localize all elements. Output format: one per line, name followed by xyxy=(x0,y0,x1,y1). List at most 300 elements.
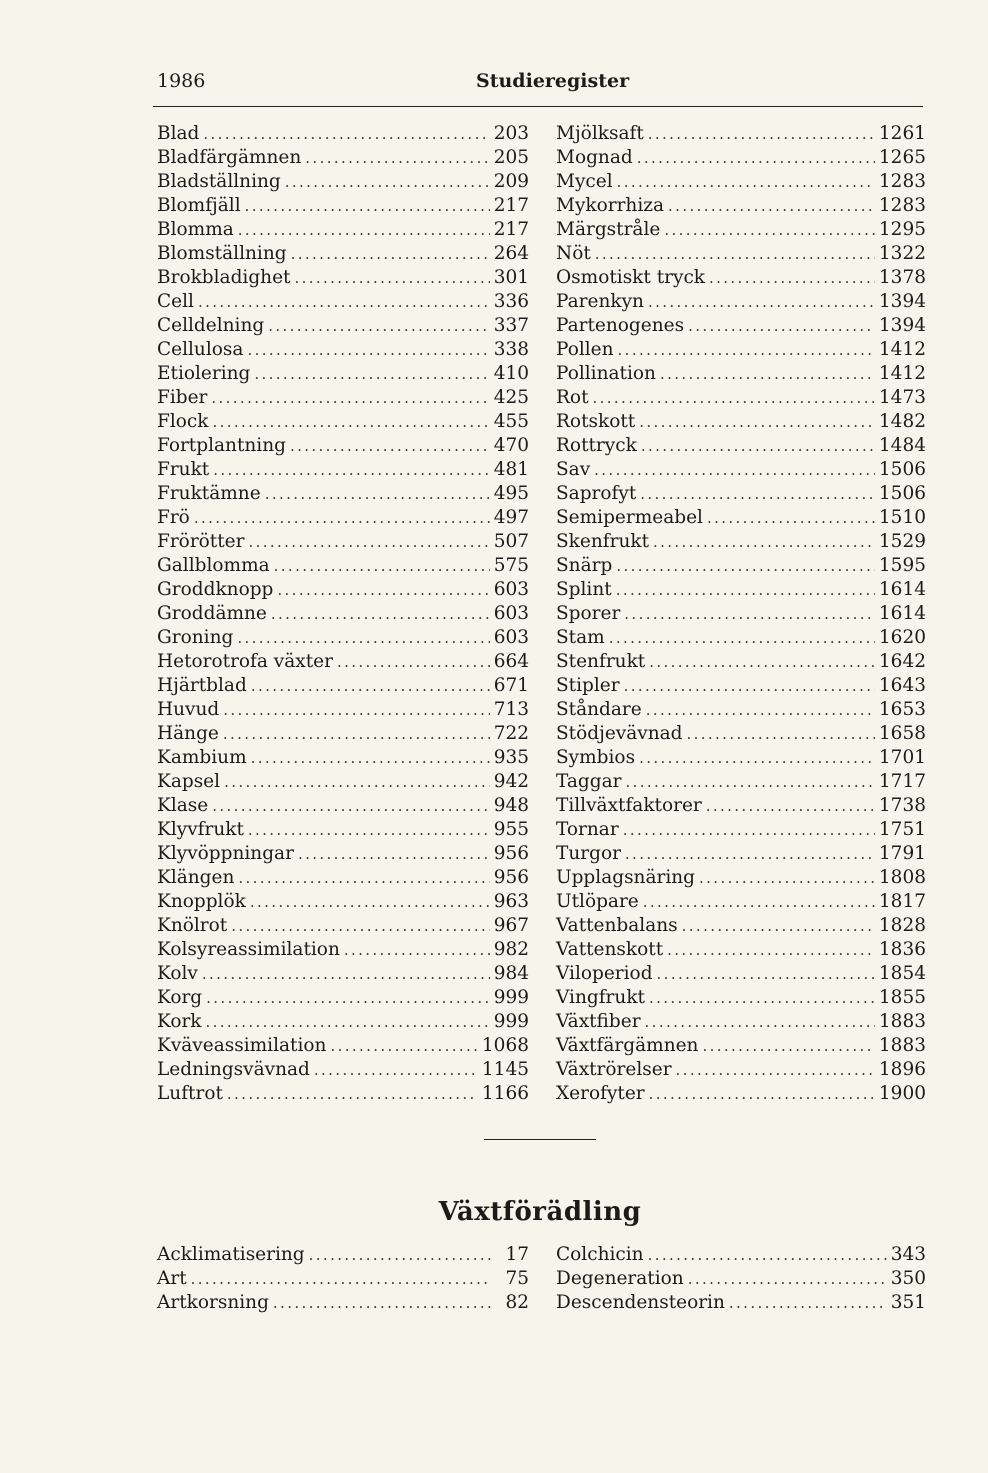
index-entry xyxy=(157,890,529,914)
index-entry xyxy=(556,866,926,890)
index-entry xyxy=(556,242,926,266)
index-entry xyxy=(556,674,926,698)
dot-leader xyxy=(212,410,489,434)
dot-leader xyxy=(251,674,490,698)
index-term: Knopplök xyxy=(157,891,246,912)
index-term: Turgor xyxy=(556,843,621,864)
index-term: Växtrörelser xyxy=(556,1059,672,1080)
dot-leader xyxy=(227,1082,478,1106)
index-entry xyxy=(556,146,926,170)
dot-leader xyxy=(667,938,875,962)
index-entry xyxy=(556,1034,926,1058)
index-entry xyxy=(157,242,529,266)
index-term: Artkorsning xyxy=(157,1292,269,1313)
dot-leader xyxy=(637,146,875,170)
dot-leader xyxy=(238,866,489,890)
index-entry xyxy=(556,842,926,866)
index-entry xyxy=(157,506,529,530)
index-page-ref: 17 xyxy=(505,1244,529,1265)
dot-leader xyxy=(213,458,489,482)
index-page-ref: 209 xyxy=(493,171,529,192)
index-term: Utlöpare xyxy=(556,891,639,912)
index-entry xyxy=(157,866,529,890)
index-term: Descendensteorin xyxy=(556,1292,725,1313)
dot-leader xyxy=(298,842,490,866)
dot-leader xyxy=(640,482,875,506)
index-page-ref: 1642 xyxy=(878,651,926,672)
dot-leader xyxy=(639,410,875,434)
index-page-ref: 1068 xyxy=(481,1035,529,1056)
index-term: Luftrot xyxy=(157,1083,223,1104)
index-page-ref: 425 xyxy=(493,387,529,408)
index-entry xyxy=(556,530,926,554)
index-entry xyxy=(157,554,529,578)
index-entry xyxy=(157,818,529,842)
index-entry xyxy=(556,794,926,818)
index-term: Frukt xyxy=(157,459,210,480)
dot-leader xyxy=(645,1010,875,1034)
index-term: Kolv xyxy=(157,963,198,984)
dot-leader xyxy=(274,554,490,578)
dot-leader xyxy=(285,170,490,194)
index-entry xyxy=(157,1243,529,1267)
dot-leader xyxy=(648,122,875,146)
index-term: Fiber xyxy=(157,387,208,408)
header-rule xyxy=(153,106,923,107)
index-page-ref: 1900 xyxy=(878,1083,926,1104)
dot-leader xyxy=(238,218,490,242)
dot-leader xyxy=(254,362,489,386)
index-entry xyxy=(157,962,529,986)
index-page-ref: 336 xyxy=(493,291,529,312)
index-term: Klase xyxy=(157,795,209,816)
index-entry xyxy=(556,626,926,650)
index-page-ref: 575 xyxy=(493,555,529,576)
index-page-ref: 956 xyxy=(493,867,529,888)
dot-leader xyxy=(268,314,489,338)
dot-leader xyxy=(624,674,875,698)
index-entry xyxy=(157,1291,529,1315)
index-term: Upplagsnäring xyxy=(556,867,696,888)
index-page-ref: 1473 xyxy=(878,387,926,408)
dot-leader xyxy=(729,1291,887,1315)
dot-leader xyxy=(211,386,489,410)
section-divider xyxy=(484,1139,596,1140)
index-term: Frö xyxy=(157,507,190,528)
index-term: Pollination xyxy=(556,363,656,384)
index-page-ref: 1738 xyxy=(878,795,926,816)
index-entry xyxy=(157,1034,529,1058)
index-term: Hjärtblad xyxy=(157,675,247,696)
dot-leader xyxy=(616,578,875,602)
index-term: Semipermeabel xyxy=(556,507,703,528)
dot-leader xyxy=(305,146,489,170)
index-page-ref: 481 xyxy=(493,459,529,480)
dot-leader xyxy=(191,1267,491,1291)
section-column-left xyxy=(157,1243,529,1315)
index-page-ref: 217 xyxy=(493,219,529,240)
index-entry xyxy=(556,482,926,506)
index-entry xyxy=(157,362,529,386)
index-page-ref: 664 xyxy=(493,651,529,672)
index-entry xyxy=(157,194,529,218)
index-term: Blomma xyxy=(157,219,234,240)
index-term: Vingfrukt xyxy=(556,987,645,1008)
index-entry xyxy=(157,122,529,146)
index-page-ref: 967 xyxy=(493,915,529,936)
index-entry xyxy=(157,722,529,746)
dot-leader xyxy=(699,866,875,890)
index-entry xyxy=(157,698,529,722)
dot-leader xyxy=(625,842,875,866)
dot-leader xyxy=(294,266,489,290)
index-term: Korg xyxy=(157,987,203,1008)
index-term: Groddämne xyxy=(157,603,267,624)
index-page-ref: 338 xyxy=(493,339,529,360)
index-page-ref: 935 xyxy=(493,747,529,768)
index-term: Växtfärgämnen xyxy=(556,1035,699,1056)
index-page-ref: 217 xyxy=(493,195,529,216)
index-page-ref: 1412 xyxy=(878,339,926,360)
dot-leader xyxy=(624,602,875,626)
dot-leader xyxy=(251,746,490,770)
index-page-ref: 507 xyxy=(493,531,529,552)
index-entry xyxy=(556,1291,926,1315)
index-page-ref: 1322 xyxy=(878,243,926,264)
index-entry xyxy=(157,842,529,866)
index-term: Huvud xyxy=(157,699,220,720)
index-page-ref: 1614 xyxy=(878,579,926,600)
index-entry xyxy=(556,362,926,386)
index-page-ref: 722 xyxy=(493,723,529,744)
index-entry xyxy=(556,1058,926,1082)
index-entry xyxy=(157,626,529,650)
dot-leader xyxy=(657,962,875,986)
index-term: Klängen xyxy=(157,867,235,888)
dot-leader xyxy=(618,338,875,362)
index-entry xyxy=(157,674,529,698)
index-term: Groning xyxy=(157,627,234,648)
dot-leader xyxy=(623,818,875,842)
index-entry xyxy=(157,794,529,818)
dot-leader xyxy=(224,770,490,794)
index-entry xyxy=(556,818,926,842)
index-entry xyxy=(157,530,529,554)
index-term: Sav xyxy=(556,459,591,480)
index-entry xyxy=(157,770,529,794)
index-page-ref: 1283 xyxy=(878,195,926,216)
index-page-ref: 603 xyxy=(493,627,529,648)
index-term: Cell xyxy=(157,291,194,312)
index-term: Kambium xyxy=(157,747,247,768)
index-page-ref: 948 xyxy=(493,795,529,816)
index-term: Klyvfrukt xyxy=(157,819,244,840)
index-page-ref: 1283 xyxy=(878,171,926,192)
index-entry xyxy=(556,194,926,218)
dot-leader xyxy=(593,386,875,410)
index-term: Stenfrukt xyxy=(556,651,646,672)
index-term: Mjölksaft xyxy=(556,123,644,144)
index-entry xyxy=(556,338,926,362)
index-entry xyxy=(157,458,529,482)
index-page-ref: 1484 xyxy=(878,435,926,456)
index-entry xyxy=(157,386,529,410)
index-entry xyxy=(556,890,926,914)
dot-leader xyxy=(668,194,875,218)
index-term: Snärp xyxy=(556,555,613,576)
index-page-ref: 1482 xyxy=(878,411,926,432)
index-page-ref: 1896 xyxy=(878,1059,926,1080)
index-page-ref: 1265 xyxy=(878,147,926,168)
index-page-ref: 1261 xyxy=(878,123,926,144)
dot-leader xyxy=(648,1243,887,1267)
index-page-ref: 1412 xyxy=(878,363,926,384)
index-page-ref: 410 xyxy=(493,363,529,384)
dot-leader xyxy=(641,434,875,458)
index-entry xyxy=(556,266,926,290)
dot-leader xyxy=(682,914,875,938)
index-term: Hänge xyxy=(157,723,219,744)
index-term: Rottryck xyxy=(556,435,637,456)
index-term: Mykorrhiza xyxy=(556,195,665,216)
index-term: Fortplantning xyxy=(157,435,286,456)
index-term: Tillväxtfaktorer xyxy=(556,795,702,816)
index-page-ref: 713 xyxy=(493,699,529,720)
index-term: Mognad xyxy=(556,147,633,168)
index-page-ref: 603 xyxy=(493,579,529,600)
index-entry xyxy=(157,1010,529,1034)
index-entry xyxy=(157,146,529,170)
section-title: Växtförädling xyxy=(438,1197,642,1227)
index-term: Cellulosa xyxy=(157,339,244,360)
dot-leader xyxy=(223,722,490,746)
index-term: Degeneration xyxy=(556,1268,684,1289)
index-term: Etiolering xyxy=(157,363,251,384)
index-term: Xerofyter xyxy=(556,1083,645,1104)
index-entry xyxy=(556,578,926,602)
index-page-ref: 1614 xyxy=(878,603,926,624)
index-page-ref: 942 xyxy=(493,771,529,792)
index-page-ref: 1854 xyxy=(878,963,926,984)
index-term: Flock xyxy=(157,411,209,432)
index-term: Saprofyt xyxy=(556,483,637,504)
index-term: Fruktämne xyxy=(157,483,261,504)
index-term: Rotskott xyxy=(556,411,636,432)
index-term: Parenkyn xyxy=(556,291,644,312)
index-term: Osmotiskt tryck xyxy=(556,267,706,288)
dot-leader xyxy=(643,890,875,914)
index-term: Ledningsvävnad xyxy=(157,1059,310,1080)
dot-leader xyxy=(616,554,875,578)
index-page-ref: 1620 xyxy=(878,627,926,648)
dot-leader xyxy=(702,1034,874,1058)
dot-leader xyxy=(277,578,489,602)
dot-leader xyxy=(309,1243,491,1267)
index-term: Ståndare xyxy=(556,699,642,720)
dot-leader xyxy=(247,338,489,362)
index-entry xyxy=(157,410,529,434)
index-term: Gallblomma xyxy=(157,555,270,576)
dot-leader xyxy=(648,290,875,314)
index-entry xyxy=(556,1010,926,1034)
index-term: Vattenbalans xyxy=(556,915,678,936)
index-page-ref: 82 xyxy=(505,1292,529,1313)
index-entry xyxy=(556,314,926,338)
index-page-ref: 1828 xyxy=(878,915,926,936)
index-page-ref: 956 xyxy=(493,843,529,864)
index-page-ref: 1510 xyxy=(878,507,926,528)
index-page-ref: 1717 xyxy=(878,771,926,792)
index-entry xyxy=(556,746,926,770)
dot-leader xyxy=(609,626,875,650)
index-page-ref: 455 xyxy=(493,411,529,432)
index-page-ref: 343 xyxy=(890,1244,926,1265)
dot-leader xyxy=(660,362,875,386)
index-page-ref: 1529 xyxy=(878,531,926,552)
dot-leader xyxy=(198,290,490,314)
index-term: Kapsel xyxy=(157,771,221,792)
index-entry xyxy=(157,1267,529,1291)
index-entry xyxy=(556,170,926,194)
index-entry xyxy=(556,386,926,410)
index-page-ref: 1855 xyxy=(878,987,926,1008)
index-column-right xyxy=(556,122,926,1106)
index-term: Stipler xyxy=(556,675,620,696)
dot-leader xyxy=(265,482,490,506)
index-page-ref: 984 xyxy=(493,963,529,984)
index-term: Kork xyxy=(157,1011,202,1032)
index-entry xyxy=(157,290,529,314)
index-term: Symbios xyxy=(556,747,636,768)
index-entry xyxy=(157,938,529,962)
index-page-ref: 203 xyxy=(493,123,529,144)
index-page-ref: 1506 xyxy=(878,483,926,504)
dot-leader xyxy=(646,698,875,722)
dot-leader xyxy=(688,314,875,338)
index-term: Pollen xyxy=(556,339,614,360)
index-term: Bladfärgämnen xyxy=(157,147,302,168)
dot-leader xyxy=(688,1267,887,1291)
dot-leader xyxy=(653,530,875,554)
index-entry xyxy=(157,986,529,1010)
dot-leader xyxy=(291,242,490,266)
index-entry xyxy=(157,650,529,674)
dot-leader xyxy=(337,650,490,674)
dot-leader xyxy=(206,1010,490,1034)
index-term: Art xyxy=(157,1268,187,1289)
index-term: Bladställning xyxy=(157,171,281,192)
index-term: Knölrot xyxy=(157,915,228,936)
dot-leader xyxy=(290,434,490,458)
dot-leader xyxy=(223,698,489,722)
dot-leader xyxy=(202,962,490,986)
dot-leader xyxy=(706,794,875,818)
index-page-ref: 1817 xyxy=(878,891,926,912)
index-entry xyxy=(157,218,529,242)
index-entry xyxy=(157,338,529,362)
index-page-ref: 671 xyxy=(493,675,529,696)
dot-leader xyxy=(271,602,490,626)
index-entry xyxy=(157,482,529,506)
index-term: Stödjevävnad xyxy=(556,723,683,744)
index-page-ref: 999 xyxy=(493,1011,529,1032)
index-entry xyxy=(556,722,926,746)
dot-leader xyxy=(664,218,875,242)
index-entry xyxy=(157,746,529,770)
index-page-ref: 1295 xyxy=(878,219,926,240)
index-page-ref: 1653 xyxy=(878,699,926,720)
index-entry xyxy=(556,602,926,626)
index-term: Märgstråle xyxy=(556,219,661,240)
section-column-right xyxy=(556,1243,926,1315)
dot-leader xyxy=(248,818,490,842)
index-entry xyxy=(157,434,529,458)
index-page-ref: 1394 xyxy=(878,315,926,336)
index-term: Partenogenes xyxy=(556,315,685,336)
dot-leader xyxy=(250,890,490,914)
index-page-ref: 1166 xyxy=(481,1083,529,1104)
index-entry xyxy=(556,122,926,146)
index-term: Klyvöppningar xyxy=(157,843,294,864)
index-column-left xyxy=(157,122,529,1106)
dot-leader xyxy=(639,746,875,770)
index-term: Groddknopp xyxy=(157,579,274,600)
index-term: Vattenskott xyxy=(556,939,664,960)
index-entry xyxy=(157,170,529,194)
index-entry xyxy=(556,434,926,458)
index-page-ref: 337 xyxy=(493,315,529,336)
index-entry xyxy=(556,218,926,242)
dot-leader xyxy=(709,266,875,290)
index-term: Frörötter xyxy=(157,531,245,552)
index-page-ref: 1836 xyxy=(878,939,926,960)
index-term: Celldelning xyxy=(157,315,265,336)
index-page-ref: 1751 xyxy=(878,819,926,840)
index-term: Skenfrukt xyxy=(556,531,649,552)
dot-leader xyxy=(248,530,489,554)
index-page-ref: 350 xyxy=(890,1268,926,1289)
index-page-ref: 1883 xyxy=(878,1011,926,1032)
dot-leader xyxy=(245,194,490,218)
index-page-ref: 1506 xyxy=(878,459,926,480)
index-entry xyxy=(556,986,926,1010)
index-page-ref: 955 xyxy=(493,819,529,840)
dot-leader xyxy=(676,1058,875,1082)
index-page-ref: 470 xyxy=(493,435,529,456)
index-entry xyxy=(556,1082,926,1106)
index-term: Växtfiber xyxy=(556,1011,641,1032)
dot-leader xyxy=(206,986,490,1010)
index-term: Hetorotrofa växter xyxy=(157,651,333,672)
index-entry xyxy=(556,554,926,578)
dot-leader xyxy=(203,122,489,146)
index-term: Acklimatisering xyxy=(157,1244,305,1265)
dot-leader xyxy=(231,914,489,938)
index-page-ref: 1791 xyxy=(878,843,926,864)
index-term: Stam xyxy=(556,627,605,648)
index-term: Taggar xyxy=(556,771,622,792)
dot-leader xyxy=(595,242,875,266)
index-page-ref: 1658 xyxy=(878,723,926,744)
index-entry xyxy=(157,578,529,602)
index-entry xyxy=(556,410,926,434)
index-term: Mycel xyxy=(556,171,613,192)
dot-leader xyxy=(649,1082,875,1106)
index-entry xyxy=(157,314,529,338)
index-page-ref: 999 xyxy=(493,987,529,1008)
index-entry xyxy=(556,698,926,722)
index-page-ref: 1883 xyxy=(878,1035,926,1056)
